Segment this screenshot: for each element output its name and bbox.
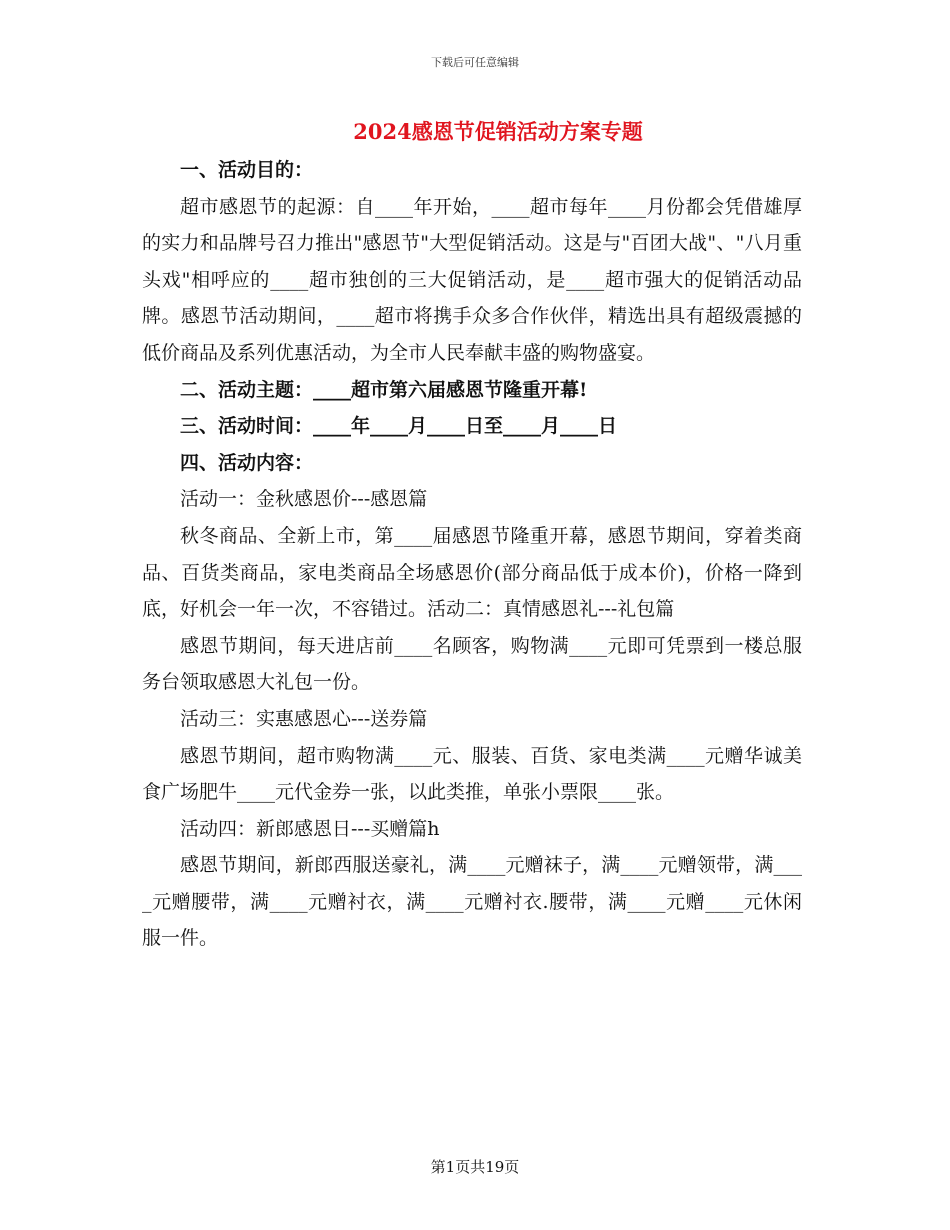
- activity-four-title: 活动四：新郎感恩日---买赠篇h: [180, 817, 440, 840]
- activity-three-title: 活动三：实惠感恩心---送券篇: [180, 707, 428, 730]
- document-body: [142, 152, 802, 957]
- activity-one-title: 活动一：金秋感恩价---感恩篇: [180, 488, 428, 511]
- section-heading-time: 三、活动时间：____年____月____日至____月____日: [180, 415, 618, 438]
- header-note: 下载后可任意编辑: [431, 56, 519, 69]
- section-heading-content: 四、活动内容：: [180, 451, 314, 474]
- section-heading-theme: 二、活动主题：____超市第六届感恩节隆重开幕!: [180, 378, 588, 401]
- section-heading-purpose: 一、活动目的：: [180, 159, 314, 181]
- document-title: 2024感恩节促销活动方案专题: [353, 119, 643, 144]
- paragraph-origin: 超市感恩节的起源：自____年开始，____超市每年____月份都会凭借雄厚的实力和品牌号召力推出"感恩节"大型促销活动。这是与"百团大战"、"八月重头戏"相呼应的____超市独创的三大促销活动，是____超市强大的促销活动品牌。感恩节活动期间，____超市将携手众多合作伙伴，精选出具有超级震撼的低价商品及系列优惠活动，为全市人民奉献丰盛的购物盛宴。: [142, 195, 802, 364]
- activity-three-body: 感恩节期间，超市购物满____元、服装、百货、家电类满____元赠华诚美食广场肥牛____元代金券一张，以此类推，单张小票限____张。: [142, 744, 802, 804]
- page-footer: 第1页共19页: [430, 1158, 520, 1176]
- activity-four-body: 感恩节期间，新郎西服送豪礼，满____元赠袜子，满____元赠领带，满____元赠腰带，满____元赠衬衣，满____元赠衬衣.腰带，满____元赠____元休闲服一件。: [142, 854, 802, 950]
- activity-one-body: 秋冬商品、全新上市，第____届感恩节隆重开幕，感恩节期间，穿着类商品、百货类商品，家电类商品全场感恩价(部分商品低于成本价)，价格一降到底，好机会一年一次，不容错过。活动二：真情感恩礼---礼包篇: [142, 524, 802, 621]
- activity-two-body: 感恩节期间，每天进店前____名顾客，购物满____元即可凭票到一楼总服务台领取感恩大礼包一份。: [142, 634, 802, 694]
